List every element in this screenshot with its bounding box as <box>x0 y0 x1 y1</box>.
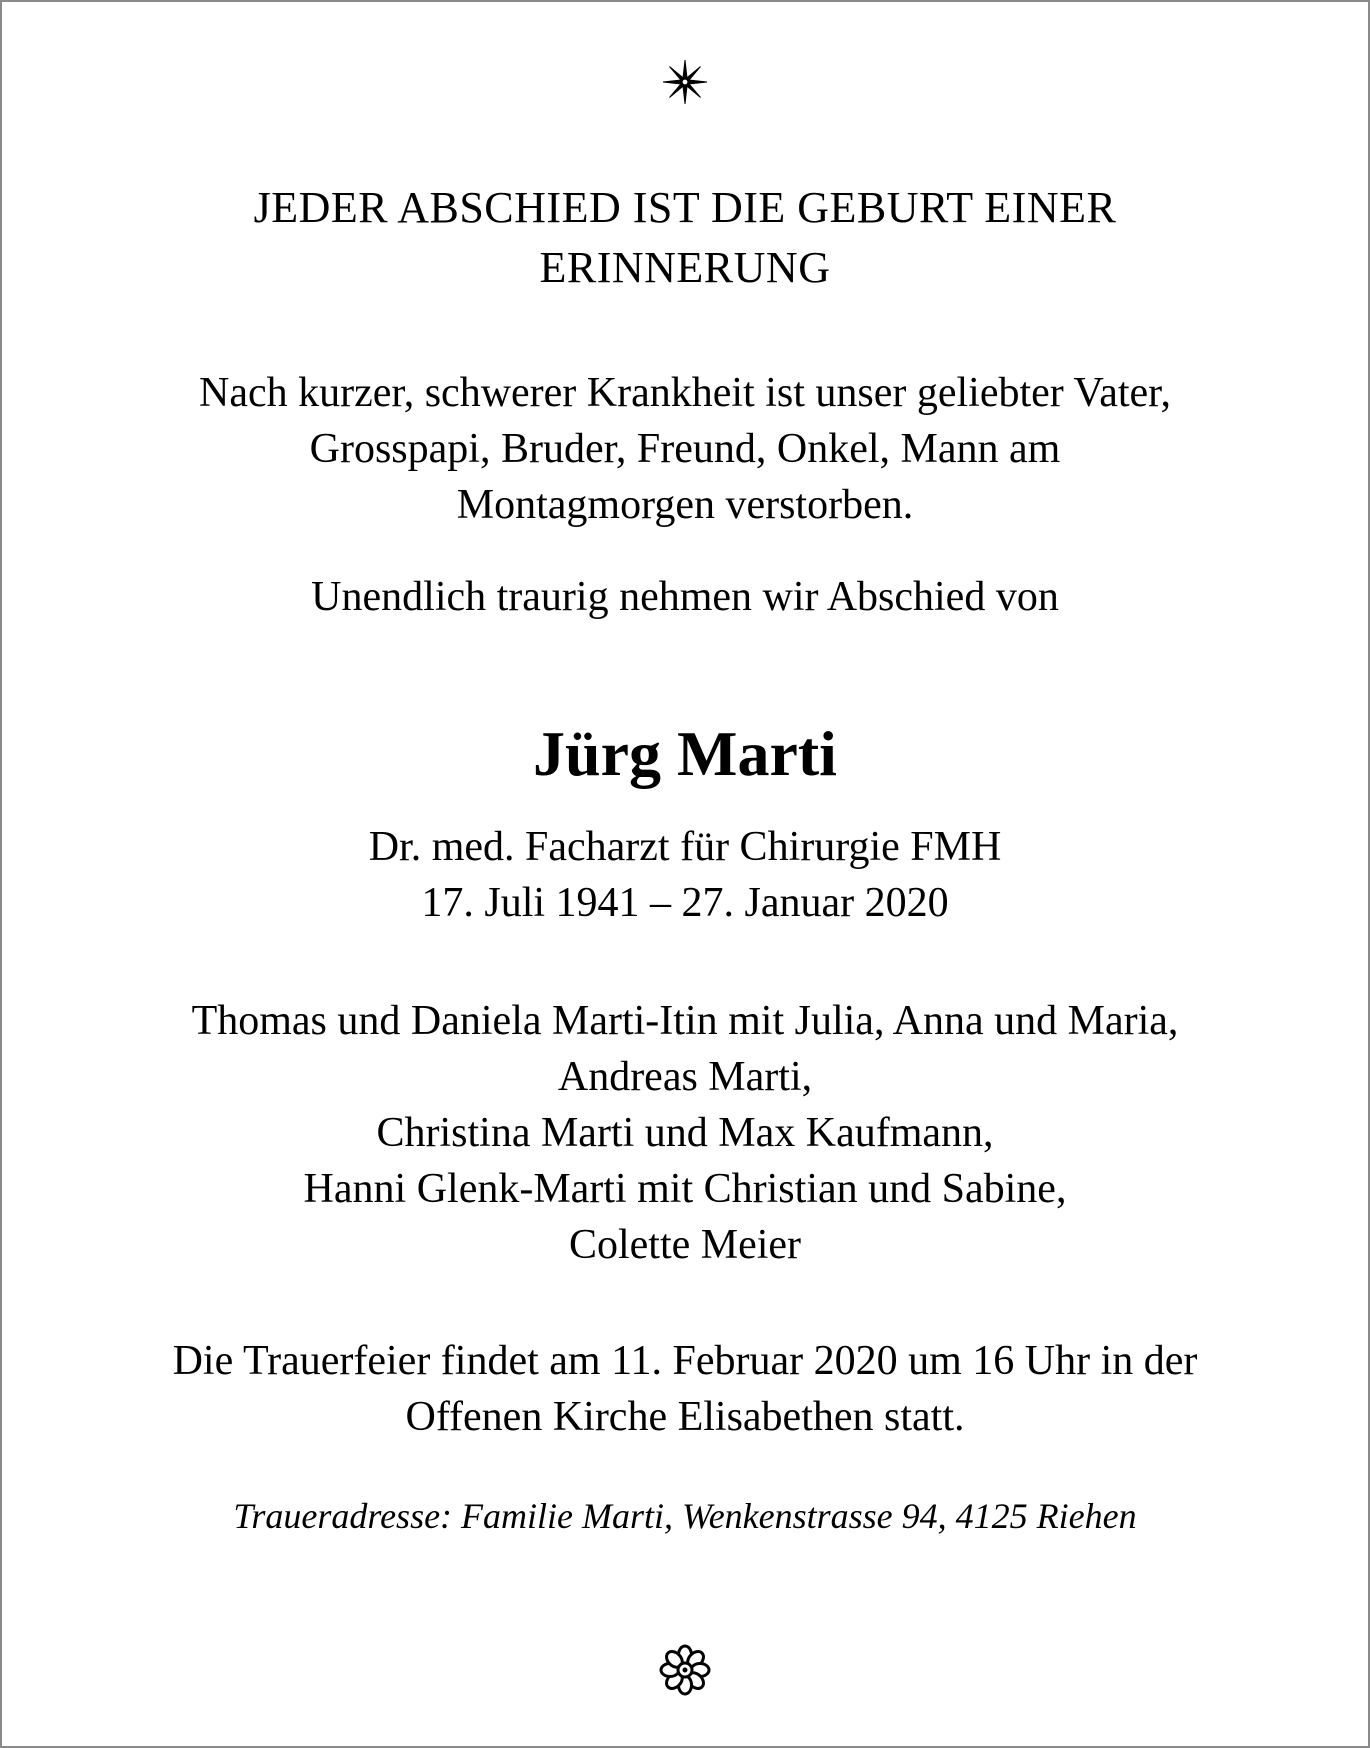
star-icon <box>661 58 709 106</box>
family-line-4: Hanni Glenk-Marti mit Christian und Sabine, <box>303 1166 1067 1212</box>
mourning-address-text: Traueradresse: Familie Marti, Wenkenstrasse 94, 4125 Riehen <box>233 1496 1137 1536</box>
intro-line-2: Grosspapi, Bruder, Freund, Onkel, Mann am <box>309 426 1061 472</box>
family-list <box>62 993 1308 1273</box>
top-ornament <box>2 58 1368 106</box>
family-line-3: Christina Marti und Max Kaufmann, <box>376 1110 994 1156</box>
deceased-name-text: Jürg Marti <box>533 718 837 789</box>
motto-line-2: ERINNERUNG <box>539 243 831 292</box>
deceased-name <box>62 714 1308 794</box>
bottom-ornament <box>2 1642 1368 1698</box>
flower-icon <box>657 1642 713 1698</box>
intro-line-1: Nach kurzer, schwerer Krankheit ist unser geliebter Vater, <box>199 370 1171 416</box>
service-line-1: Die Trauerfeier findet am 11. Februar 2020 um 16 Uhr in der <box>172 1338 1198 1384</box>
deceased-title: Dr. med. Facharzt für Chirurgie FMH <box>368 824 1002 870</box>
mourning-address <box>62 1492 1308 1540</box>
family-line-1: Thomas und Daniela Marti-Itin mit Julia, Anna und Maria, <box>191 998 1179 1044</box>
motto-line-1: JEDER ABSCHIED IST DIE GEBURT EINER <box>253 183 1117 232</box>
service-line-2: Offenen Kirche Elisabethen statt. <box>405 1394 965 1440</box>
family-line-5: Colette Meier <box>568 1222 802 1268</box>
deceased-details <box>62 819 1308 931</box>
deceased-dates: 17. Juli 1941 – 27. Januar 2020 <box>421 880 949 926</box>
intro-line-3: Montagmorgen verstorben. <box>456 482 914 528</box>
farewell-line <box>62 569 1308 625</box>
service-info <box>62 1333 1308 1445</box>
intro-paragraph <box>62 365 1308 533</box>
family-line-2: Andreas Marti, <box>557 1054 813 1100</box>
farewell-text: Unendlich traurig nehmen wir Abschied von <box>311 574 1059 620</box>
motto <box>62 178 1308 298</box>
